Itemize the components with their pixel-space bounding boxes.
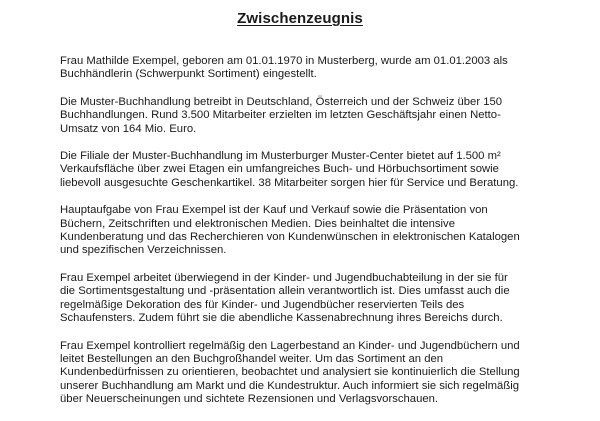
text-line: Frau Mathilde Exempel, geboren am 01.01.1970 in Musterberg, wurde am 01.01.2003 als bbox=[60, 55, 508, 67]
text-line: über Neuerscheinungen und sichtete Rezensionen und Verlagsvorschauen. bbox=[60, 393, 439, 406]
text-line: Hauptaufgabe von Frau Exempel ist der Kauf und Verkauf sowie die Präsentation von bbox=[60, 204, 488, 217]
text-line: die Sortimentsgestaltung und -präsentation allein verantwortlich ist. Dies umfasst auch die bbox=[60, 285, 510, 298]
paragraph-employment bbox=[60, 55, 590, 82]
text-line: Frau Exempel arbeitet überwiegend in der Kinder- und Jugendbuchabteilung in der sie für bbox=[60, 271, 508, 284]
paragraph-branch bbox=[60, 150, 590, 190]
text-line: Kundenberatung und das Recherchieren von Kundenwünschen in elektronischen Katalogen bbox=[60, 231, 520, 244]
text-line: Kundenbedürfnissen zu orientieren, beobachtet und analysiert sie kontinuierlich die Stellung bbox=[60, 366, 520, 379]
text-line: Umsatz von 164 Mio. Euro. bbox=[60, 122, 197, 135]
text-line: Die Muster-Buchhandlung betreibt in Deutschland, Österreich und der Schweiz über 150 bbox=[60, 95, 503, 108]
paragraph-department bbox=[60, 272, 590, 326]
text-line: liebevoll ausgesuchte Geschenkartikel. 38 Mitarbeiter sorgen hier für Service und Beratung. bbox=[60, 176, 519, 189]
paragraph-main-tasks bbox=[60, 204, 590, 258]
text-line: Verkaufsfläche über zwei Etagen ein umfangreiches Buch- und Hörbuchsortiment sowie bbox=[60, 163, 499, 176]
text-line: unserer Buchhandlung am Markt und die Kundestruktur. Auch informiert sie sich regelmäßig bbox=[60, 379, 520, 392]
text-line: Buchhändlerin (Schwerpunkt Sortiment) eingestellt. bbox=[60, 68, 317, 81]
document-title: Zwischenzeugnis bbox=[237, 10, 363, 27]
text-line: Die Filiale der Muster-Buchhandlung im Musterburger Muster-Center bietet auf 1.500 m² bbox=[60, 150, 501, 163]
document-body bbox=[60, 55, 590, 421]
paragraph-company bbox=[60, 96, 590, 136]
text-line: regelmäßige Dekoration des für Kinder- und Jugendbücher reservierten Teils des bbox=[60, 298, 465, 311]
text-line: Schaufensters. Zudem führt sie die abendliche Kassenabrechnung ihres Bereichs durch. bbox=[60, 312, 503, 325]
text-line: leitet Bestellungen an den Buchgroßhandel weiter. Um das Sortiment an den bbox=[60, 352, 444, 365]
text-line: Buchhandlungen. Rund 3.500 Mitarbeiter erzielten im letzten Geschäftsjahr einen Netto- bbox=[60, 109, 501, 122]
text-line: und spezifischen Verzeichnissen. bbox=[60, 244, 227, 257]
paragraph-inventory bbox=[60, 340, 590, 407]
text-line: Frau Exempel kontrolliert regelmäßig den Lagerbestand an Kinder- und Jugendbüchern und bbox=[60, 339, 520, 352]
text-line: Büchern, Zeitschriften und elektronischen Medien. Dies beinhaltet die intensive bbox=[60, 217, 455, 230]
